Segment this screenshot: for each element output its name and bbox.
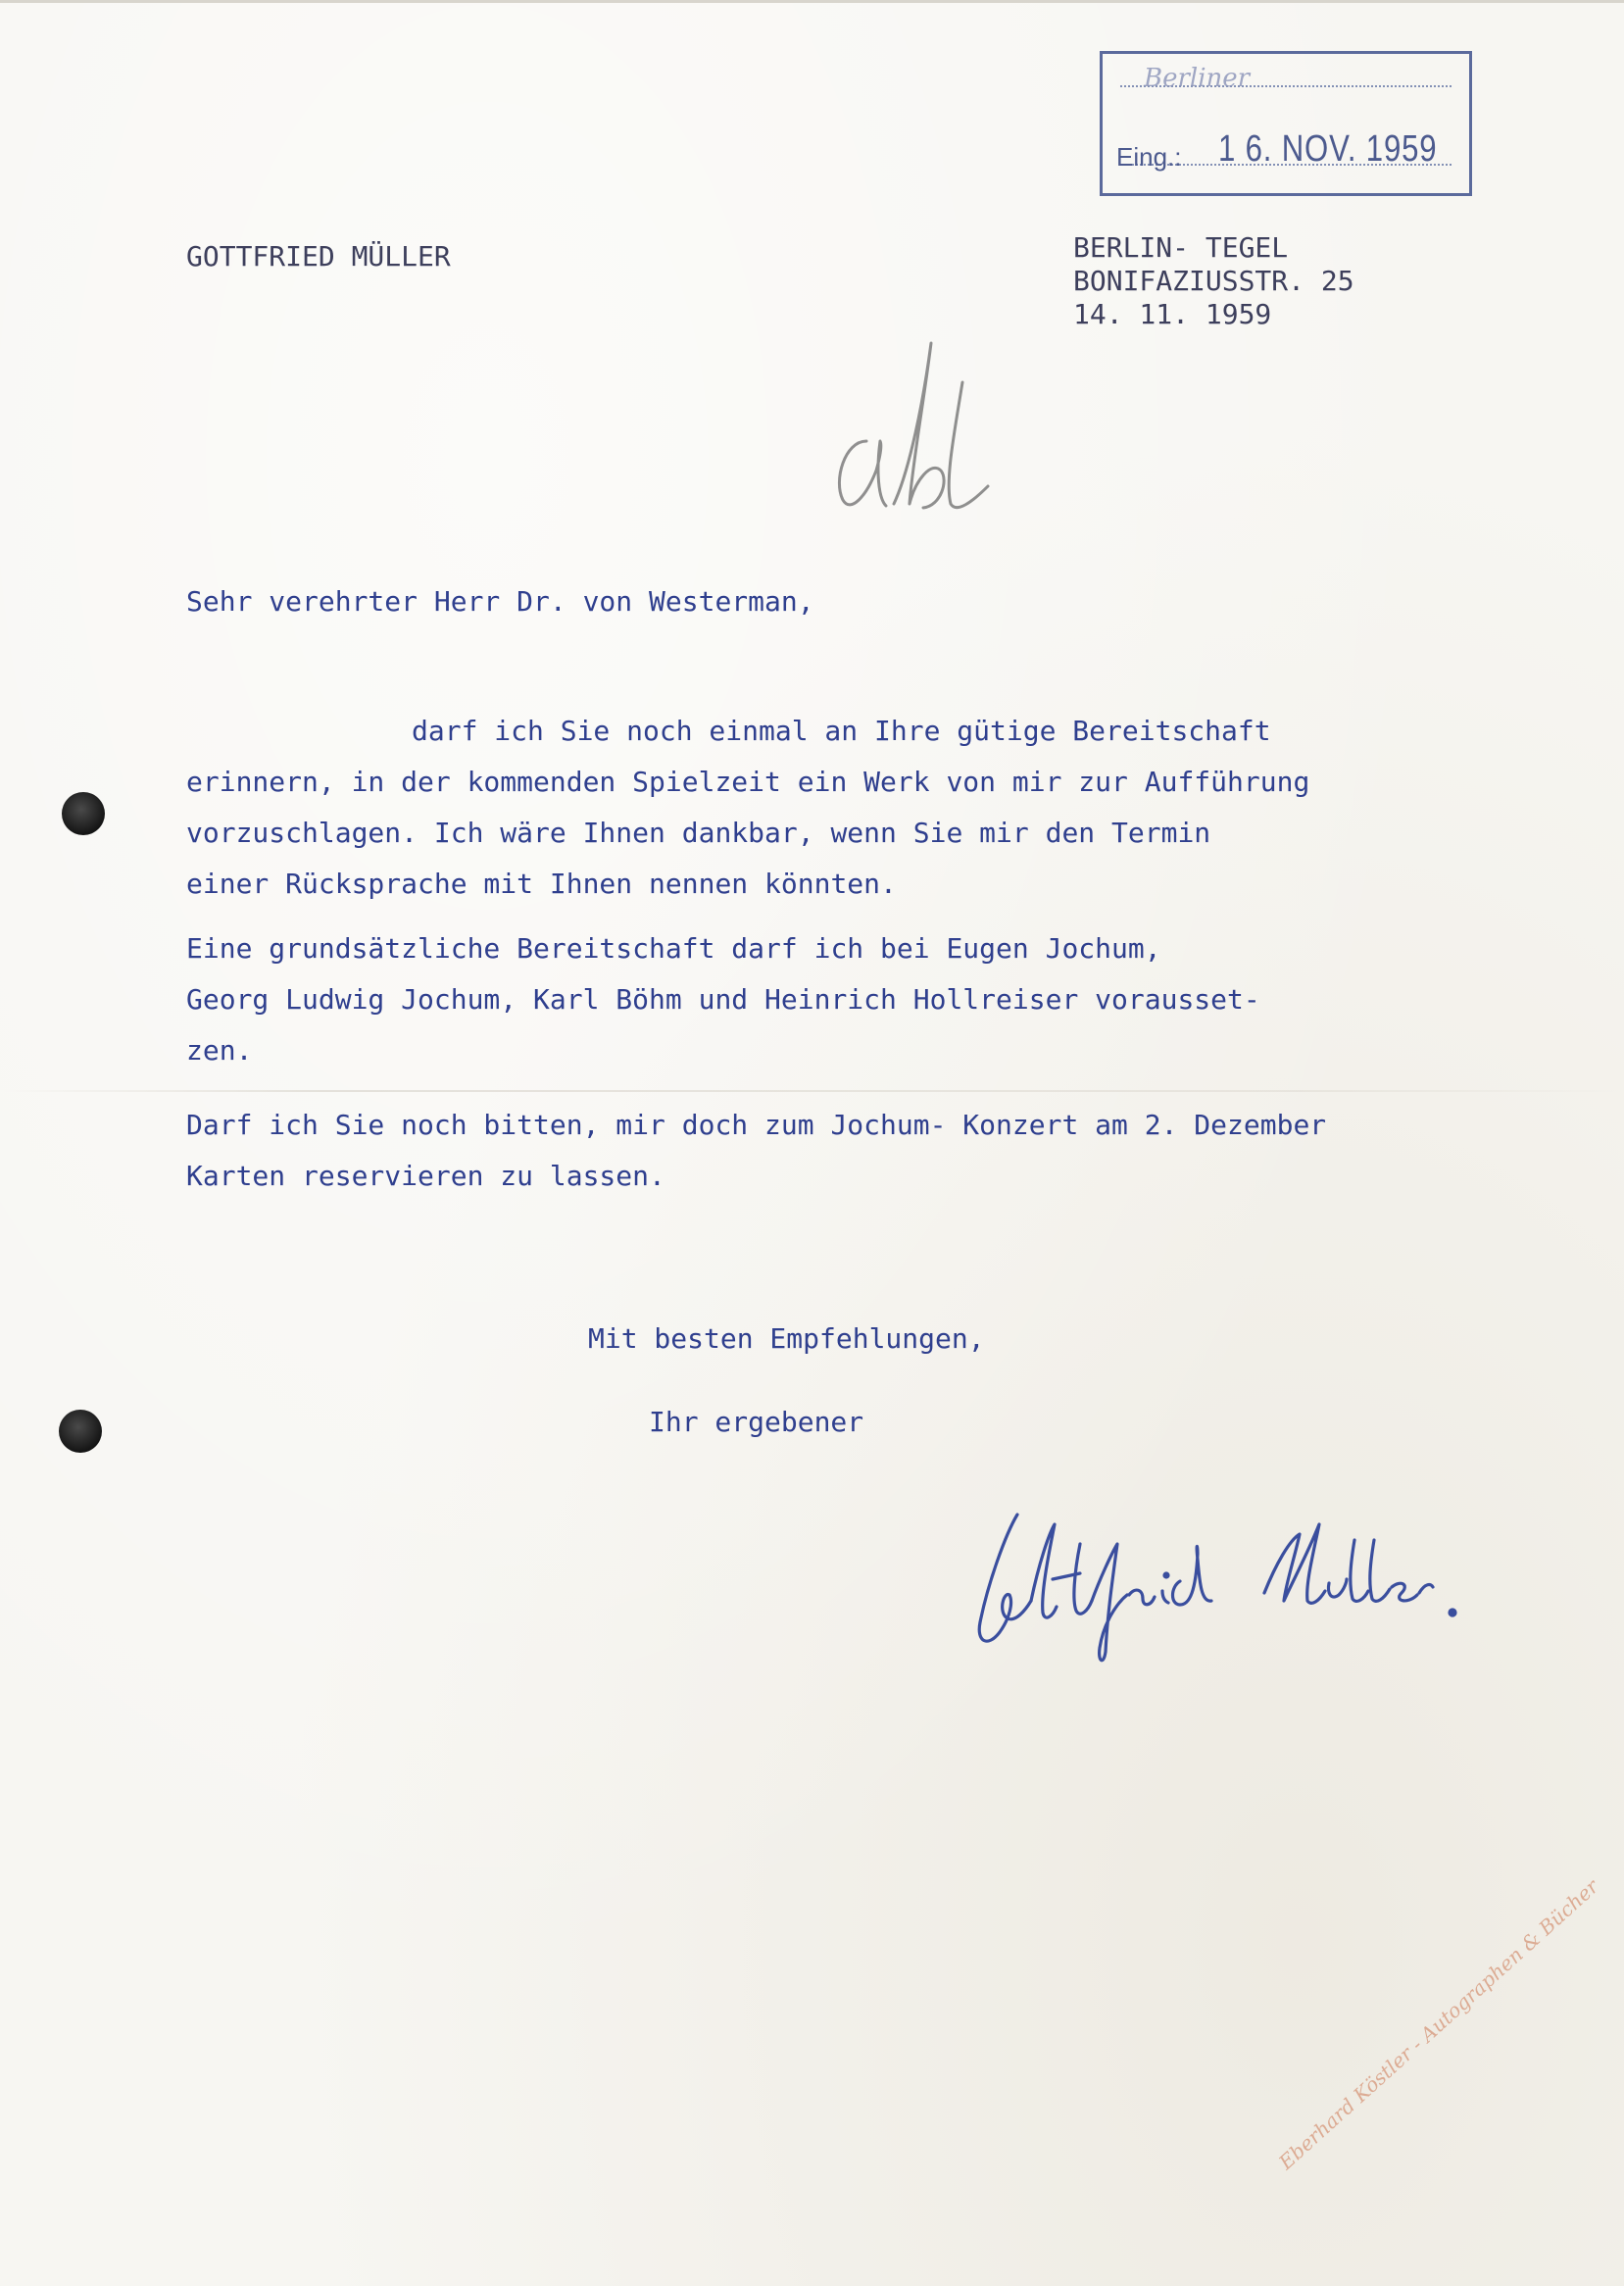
address-street: BONIFAZIUSSTR. 25 xyxy=(1073,265,1354,297)
punch-hole-top xyxy=(62,792,105,835)
paragraph-3 xyxy=(186,1100,1326,1202)
address-city: BERLIN- TEGEL xyxy=(1073,231,1289,264)
punch-hole-bottom xyxy=(59,1410,102,1453)
paragraph-line: erinnern, in der kommenden Spielzeit ein Werk von mir zur Aufführung xyxy=(186,766,1310,798)
paper-fold-line xyxy=(0,1090,1624,1092)
paper-top-edge xyxy=(0,0,1624,3)
stamp-header: Berliner xyxy=(1144,64,1251,93)
receipt-stamp xyxy=(1100,51,1472,196)
paragraph-line: Eine grundsätzliche Bereitschaft darf ich bei Eugen Jochum, xyxy=(186,932,1161,965)
paragraph-line: einer Rücksprache mit Ihnen nennen könnten. xyxy=(186,868,897,900)
salutation: Sehr verehrter Herr Dr. von Westerman, xyxy=(186,585,814,618)
stamp-date: 1 6. NOV. 1959 xyxy=(1218,128,1438,170)
closing-phrase: Mit besten Empfehlungen, xyxy=(588,1322,985,1355)
sender-name: GOTTFRIED MÜLLER xyxy=(186,240,451,273)
paragraph-line: darf ich Sie noch einmal an Ihre gütige Bereitschaft xyxy=(412,715,1271,747)
paragraph-line: vorzuschlagen. Ich wäre Ihnen dankbar, wenn Sie mir den Termin xyxy=(186,817,1211,849)
paragraph-line: zen. xyxy=(186,1034,253,1067)
paragraph-1 xyxy=(186,706,1309,910)
valediction: Ihr ergebener xyxy=(649,1406,864,1438)
pencil-annotation xyxy=(815,323,1011,520)
stamp-eing-label: Eing.: xyxy=(1116,142,1182,172)
paragraph-2 xyxy=(186,923,1260,1076)
letter-date: 14. 11. 1959 xyxy=(1073,298,1272,330)
paragraph-line: Georg Ludwig Jochum, Karl Böhm und Heinrich Hollreiser vorausset- xyxy=(186,983,1260,1016)
dealer-watermark: Eberhard Köstler - Autographen & Bücher xyxy=(1274,1874,1603,2174)
paragraph-line: Karten reservieren zu lassen. xyxy=(186,1160,665,1192)
sender-address xyxy=(1073,231,1354,331)
paragraph-line: Darf ich Sie noch bitten, mir doch zum Jochum- Konzert am 2. Dezember xyxy=(186,1109,1327,1141)
handwritten-signature xyxy=(970,1485,1480,1671)
